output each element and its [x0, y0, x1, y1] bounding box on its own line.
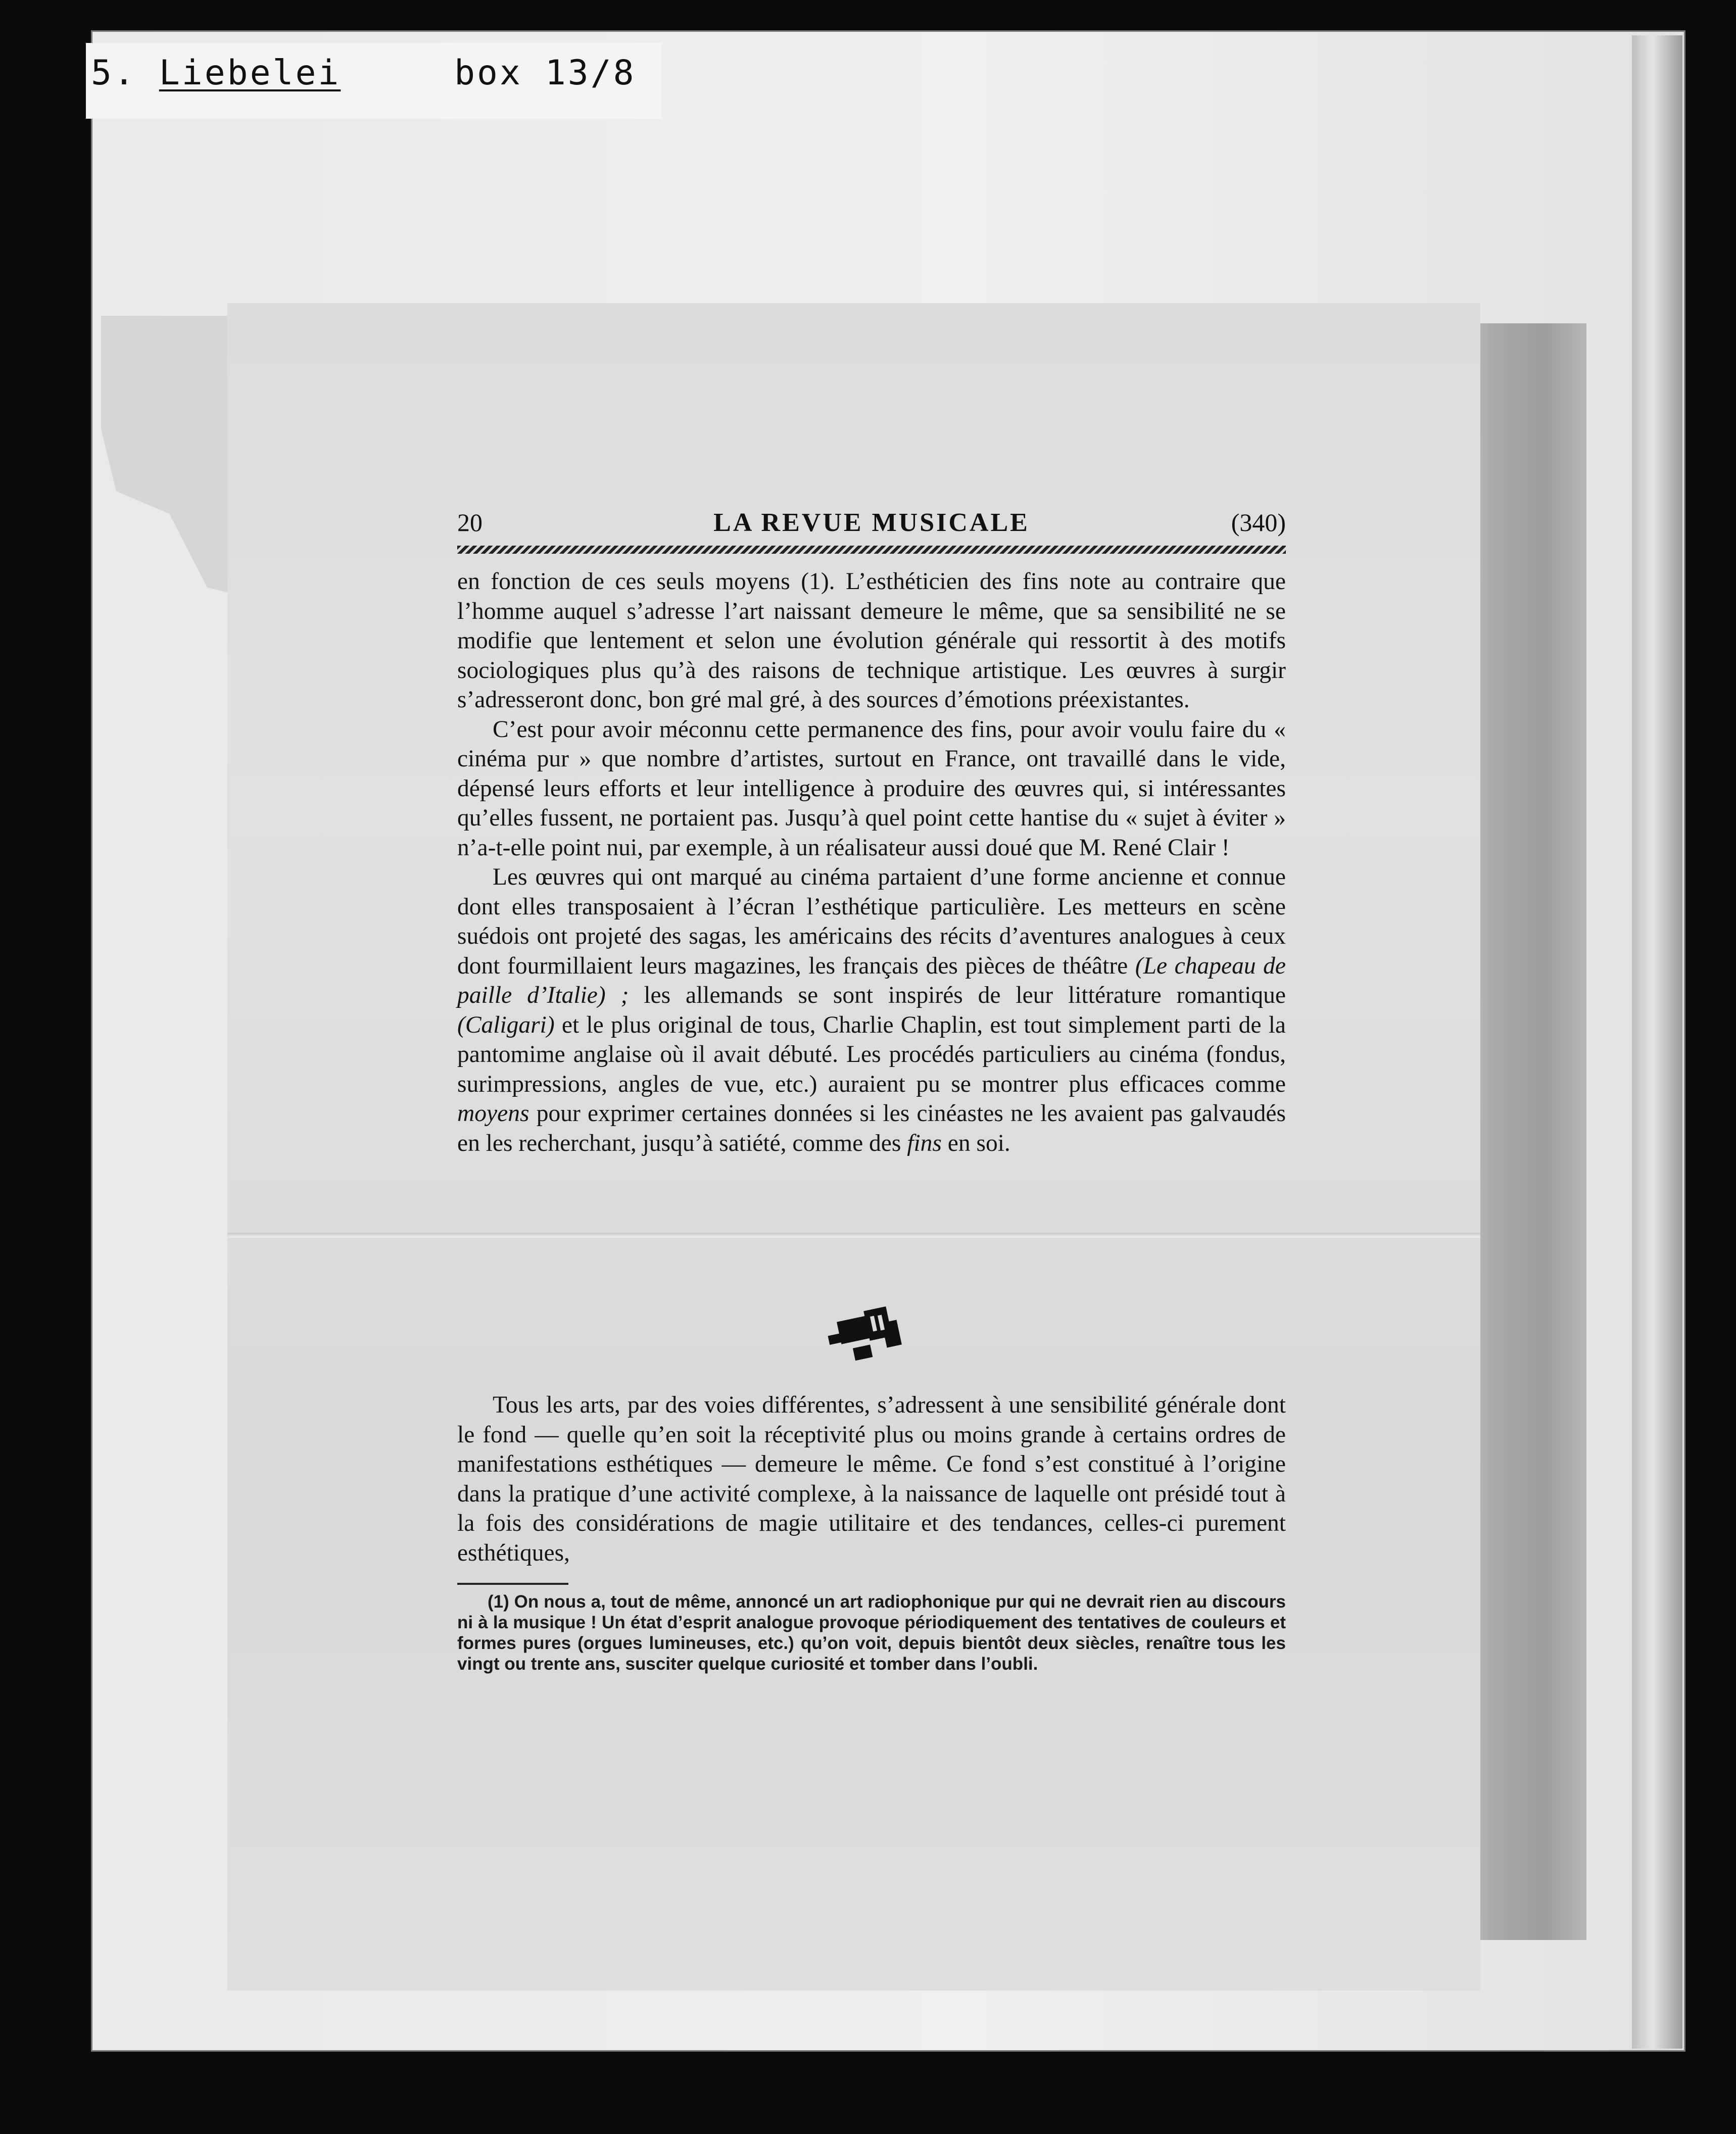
italic-word: fins	[907, 1130, 942, 1156]
paragraph: en fonction de ces seuls moyens (1). L’esthéticien des fins note au contraire que l’homme auquel s’adresse l’art naissant demeure le même, que sa sensibilité ne se modifie que lentement et selon une évolution générale qui ressortit à des motifs sociologiques plus qu’à des raisons de technique artistique. Les œuvres à surgir s’adresseront donc, bon gré mal gré, à des sources d’émotions préexistantes.	[457, 568, 1286, 713]
archive-label-box: box 13/8	[454, 53, 636, 93]
archive-label	[91, 53, 636, 93]
article-body-continued	[457, 1390, 1286, 1568]
issue-number: (340)	[1231, 508, 1286, 537]
text-run: en soi.	[941, 1130, 1010, 1156]
folder-edge	[1632, 35, 1682, 2049]
paragraph	[457, 862, 1286, 1158]
text-run: et le plus original de tous, Charlie Chaplin, est tout simplement parti de la pantomime anglaise où il avait débuté. Les procédés particuliers au cinéma (fondus, surimpressions, angles de vue, etc.) auraient pu se montrer plus efficaces comme	[457, 1011, 1286, 1097]
footnote-rule	[457, 1583, 568, 1585]
paragraph: Tous les arts, par des voies différentes, s’adressent à une sensibilité générale dont le fond — quelle qu’en soit la réceptivité plus ou moins grande à certains ordres de manifestations esthétiques — demeure le même. Ce fond s’est constitué à l’origine dans la pratique d’une activité complexe, à la naissance de laquelle ont présidé tout à la fois des considérations de magie utilitaire et des tendances, celles-ci purement esthétiques,	[457, 1392, 1286, 1566]
journal-title: LA REVUE MUSICALE	[713, 508, 1030, 537]
text-run: les allemands se sont inspirés de leur littérature romantique	[629, 982, 1286, 1008]
italic-title: (Le chapeau de paille d’Italie) ;	[457, 952, 1286, 1008]
footnote-text: (1) On nous a, tout de même, annoncé un art radiophonique pur qui ne devrait rien au discours ni à la musique ! Un état d’esprit analogue provoque périodiquement des tentatives de couleurs et formes pures (orgues lumineuses, etc.) qu’on voit, depuis bientôt deux siècles, renaître tous les vingt ou trente ans, susciter quelque curiosité et tomber dans l’oubli.	[457, 1592, 1286, 1674]
archive-label-number: 5.	[91, 53, 136, 93]
italic-title: (Caligari)	[457, 1011, 555, 1038]
header-rule	[457, 546, 1286, 554]
page-fold	[227, 1233, 1480, 1238]
running-header	[457, 508, 1286, 548]
text-run: Les œuvres qui ont marqué au cinéma partaient d’une forme ancienne et connue dont elles transposaient à l’écran l’esthétique particulière. Les metteurs en scène suédois ont projeté des sagas, les américains des récits d’aventures analogues à ceux dont fourmillaient leurs magazines, les français des pièces de théâtre	[457, 864, 1286, 979]
italic-word: moyens	[457, 1100, 529, 1127]
archive-label-title: Liebelei	[159, 53, 341, 93]
printer-ornament-icon	[824, 1298, 914, 1364]
footnote	[457, 1591, 1286, 1674]
page-number: 20	[457, 508, 483, 537]
text-run: pour exprimer certaines données si les cinéastes ne les avaient pas galvaudés en les recherchant, jusqu’à satiété, comme des	[457, 1100, 1286, 1156]
paragraph: C’est pour avoir méconnu cette permanence des fins, pour avoir voulu faire du « cinéma pur » que nombre d’artistes, surtout en France, ont travaillé dans le vide, dépensé leurs efforts et leur intelligence à produire des œuvres qui, si intéressantes qu’elles fussent, ne portaient pas. Jusqu’à quel point cette hantise du « sujet à éviter » n’a-t-elle point nui, par exemple, à un réalisateur aussi doué que M. René Clair !	[457, 716, 1286, 861]
article-body	[457, 567, 1286, 1158]
